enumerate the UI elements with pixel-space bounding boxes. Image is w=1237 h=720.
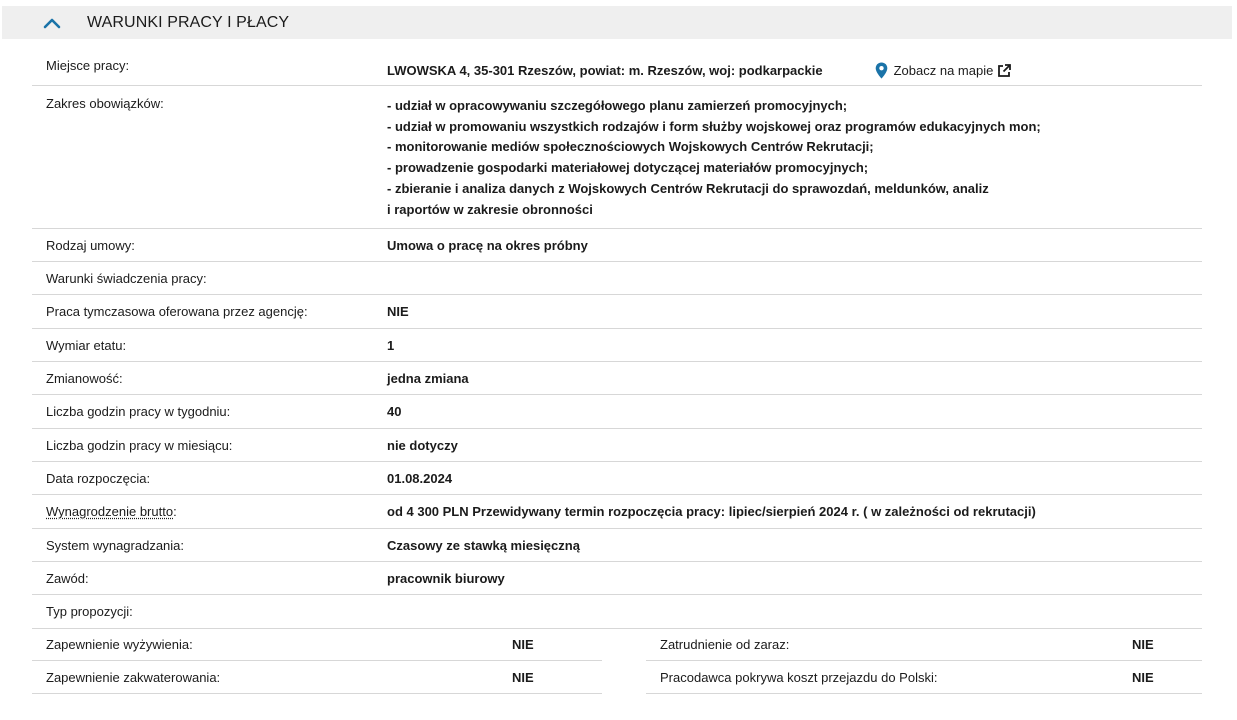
benefits-left-column: [32, 628, 602, 694]
occupation-value: pracownik biurowy: [387, 570, 505, 586]
travel-cost-label: Pracodawca pokrywa koszt przejazdu do Polski:: [660, 669, 938, 685]
map-link-label: Zobacz na mapie: [893, 63, 994, 78]
immediate-start-label: Zatrudnienie od zaraz:: [660, 636, 790, 652]
external-link-icon: [997, 64, 1011, 78]
benefits-grid: [32, 628, 1202, 694]
map-link[interactable]: [875, 62, 1012, 79]
hours-week-value: 40: [387, 404, 402, 419]
row-offer-type: [32, 595, 1202, 629]
row-work-conditions: [32, 262, 1202, 295]
fte-label: Wymiar etatu:: [46, 337, 127, 353]
duty-line: i raportów w zakresie obronności: [387, 201, 593, 217]
salary-label[interactable]: Wynagrodzenie brutto: [46, 504, 174, 519]
row-hours-week: [32, 395, 1202, 429]
place-label: Miejsce pracy:: [46, 58, 130, 73]
row-hours-month: [32, 429, 1202, 462]
salary-value: od 4 300 PLN Przewidywany termin rozpoczęcia pracy: lipiec/sierpień 2024 r. ( w zależności od rekrutacji): [387, 504, 1036, 519]
benefits-right-column: [646, 628, 1202, 694]
duty-line: - prowadzenie gospodarki materiałowej dotyczącej materiałów promocyjnych;: [387, 160, 869, 176]
start-date-value: 01.08.2024: [387, 470, 453, 486]
meals-label: Zapewnienie wyżywienia:: [46, 636, 193, 652]
hours-week-label: Liczba godzin pracy w tygodniu:: [46, 404, 231, 419]
row-salary: [32, 495, 1202, 529]
accommodation-value: NIE: [512, 669, 534, 685]
fte-value: 1: [387, 337, 395, 353]
salary-label-colon: :: [173, 504, 177, 519]
duties-value: [387, 86, 1202, 220]
duty-line: - monitorowanie mediów społecznościowych Wojskowych Centrów Rekrutacji;: [387, 139, 874, 155]
chevron-up-icon: [43, 17, 61, 29]
contract-type-value: Umowa o pracę na okres próbny: [387, 237, 588, 253]
row-occupation: [32, 562, 1202, 595]
row-duties: [32, 86, 1202, 229]
row-contract-type: [32, 229, 1202, 262]
row-accommodation: [32, 661, 602, 694]
duties-label: Zakres obowiązków:: [46, 96, 164, 111]
start-date-label: Data rozpoczęcia:: [46, 470, 151, 486]
row-immediate-start: [646, 628, 1202, 661]
row-temp-agency: [32, 295, 1202, 329]
accommodation-label: Zapewnienie zakwaterowania:: [46, 669, 221, 685]
hours-month-label: Liczba godzin pracy w miesiącu:: [46, 437, 233, 453]
pay-system-value: Czasowy ze stawką miesięczną: [387, 537, 580, 553]
temp-agency-label: Praca tymczasowa oferowana przez agencję:: [46, 304, 308, 319]
collapse-toggle[interactable]: [32, 6, 72, 39]
immediate-start-value: NIE: [1132, 636, 1154, 652]
offer-type-label: Typ propozycji:: [46, 604, 133, 619]
row-shifts: [32, 362, 1202, 395]
hours-month-value: nie dotyczy: [387, 437, 458, 453]
row-meals: [32, 628, 602, 661]
row-travel-cost: [646, 661, 1202, 694]
place-value-container: [387, 58, 1202, 79]
section-title: WARUNKI PRACY I PŁACY: [87, 13, 290, 31]
row-fte: [32, 329, 1202, 362]
place-value: LWOWSKA 4, 35-301 Rzeszów, powiat: m. Rzeszów, woj: podkarpackie: [387, 63, 823, 78]
section-header[interactable]: [2, 6, 1232, 39]
salary-label-container: [32, 504, 387, 519]
details-list: [32, 52, 1202, 629]
pay-system-label: System wynagradzania:: [46, 537, 185, 553]
duty-line: - zbieranie i analiza danych z Wojskowych Centrów Rekrutacji do sprawozdań, meldunków, analiz: [387, 180, 989, 196]
shifts-value: jedna zmiana: [387, 370, 469, 386]
row-place: [32, 52, 1202, 86]
occupation-label: Zawód:: [46, 570, 89, 586]
row-start-date: [32, 462, 1202, 495]
shifts-label: Zmianowość:: [46, 370, 123, 386]
contract-type-label: Rodzaj umowy:: [46, 237, 135, 253]
travel-cost-value: NIE: [1132, 669, 1154, 685]
work-conditions-label: Warunki świadczenia pracy:: [46, 270, 207, 286]
map-pin-icon: [875, 62, 888, 79]
meals-value: NIE: [512, 636, 534, 652]
row-pay-system: [32, 529, 1202, 562]
duty-line: - udział w opracowywaniu szczegółowego planu zamierzeń promocyjnych;: [387, 98, 848, 113]
temp-agency-value: NIE: [387, 304, 409, 319]
duty-line: - udział w promowaniu wszystkich rodzajów i form służby wojskowej oraz programów edukacyjnych mon;: [387, 118, 1041, 134]
